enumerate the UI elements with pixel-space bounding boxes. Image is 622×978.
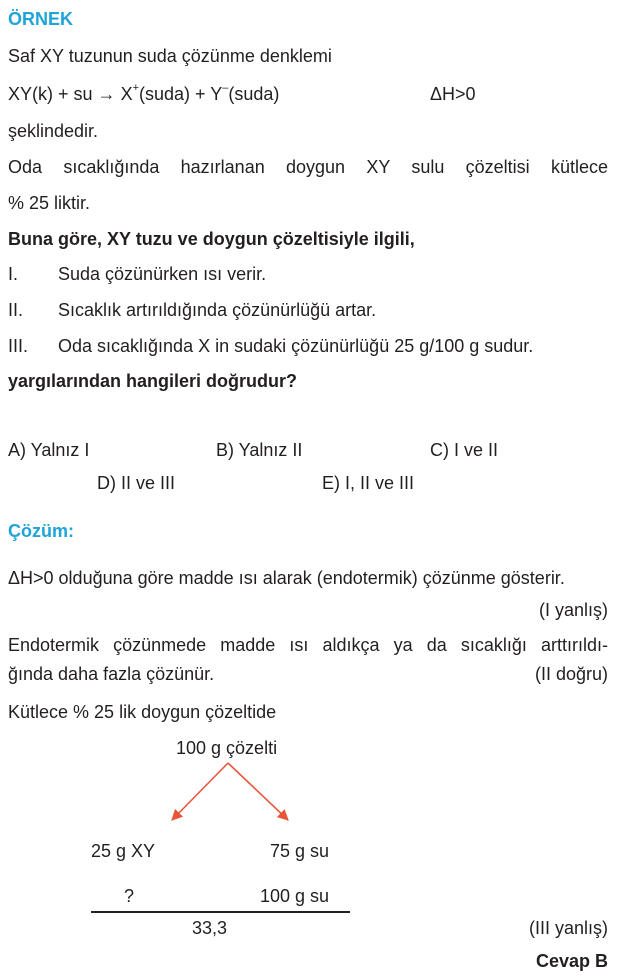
option-a[interactable]: A) Yalnız I <box>8 440 90 460</box>
statement-number: II. <box>8 300 24 320</box>
y-charge: – <box>222 82 229 94</box>
statement-text: Suda çözünürken ısı verir. <box>58 264 267 284</box>
solution-heading: Çözüm: <box>8 521 74 541</box>
equation-left: XY(k) + su <box>8 84 93 104</box>
solution-line-2: Endotermik çözünmede madde ısı aldıkça ya da sıcaklığı arttırıldı- <box>8 635 608 655</box>
diagram-result: 33,3 <box>192 918 228 938</box>
solution-line-3: ğında daha fazla çözünür. <box>8 664 215 684</box>
question-end: yargılarından hangileri doğrudur? <box>8 371 298 391</box>
intro-line: Saf XY tuzunun suda çözünme denklemi <box>8 46 332 66</box>
reaction-arrow-icon: → <box>97 84 116 104</box>
solution-line-1: ΔH>0 olduğuna göre madde ısı alarak (endotermik) çözünme gösterir. <box>8 568 565 588</box>
option-b[interactable]: B) Yalnız II <box>216 440 303 460</box>
fraction-divider <box>91 911 350 913</box>
diagram-unknown: ? <box>124 886 135 906</box>
verdict-1: (I yanlış) <box>538 600 608 620</box>
answer-key: Cevap B <box>535 951 608 971</box>
statement-number: I. <box>8 264 19 284</box>
y-state: (suda) <box>228 84 280 104</box>
diagram-water: 75 g su <box>270 841 330 861</box>
x-ion: X <box>120 84 133 104</box>
question-stem: Buna göre, XY tuzu ve doygun çözeltisiyle ilgili, <box>8 229 415 249</box>
left-arrow-icon <box>172 763 228 820</box>
verdict-2: (II doğru) <box>534 664 608 684</box>
split-arrows <box>160 758 300 828</box>
right-arrow-icon <box>228 763 288 820</box>
statement-text: Oda sıcaklığında X in sudaki çözünürlüğü 25 g/100 g sudur. <box>58 336 534 356</box>
option-c[interactable]: C) I ve II <box>430 440 499 460</box>
x-charge: + <box>132 82 140 94</box>
equation-suffix: şeklindedir. <box>8 121 99 141</box>
verdict-3: (III yanlış) <box>528 918 608 938</box>
option-d[interactable]: D) II ve III <box>97 473 176 493</box>
enthalpy-condition: ΔH>0 <box>430 84 476 104</box>
statement-text: Sıcaklık artırıldığında çözünürlüğü artar. <box>58 300 377 320</box>
example-heading: ÖRNEK <box>8 9 74 29</box>
option-e[interactable]: E) I, II ve III <box>322 473 415 493</box>
x-state: (suda) + Y <box>139 84 223 104</box>
diagram-solute: 25 g XY <box>91 841 156 861</box>
solution-description: Oda sıcaklığında hazırlanan doygun XY sulu çözeltisi kütlece <box>8 157 608 177</box>
diagram-total: 100 g çözelti <box>176 738 278 758</box>
statement-number: III. <box>8 336 29 356</box>
mass-percentage: % 25 liktir. <box>8 193 91 213</box>
equation-text <box>8 84 279 105</box>
solution-line-4: Kütlece % 25 lik doygun çözeltide <box>8 702 277 722</box>
diagram-per-water: 100 g su <box>260 886 330 906</box>
